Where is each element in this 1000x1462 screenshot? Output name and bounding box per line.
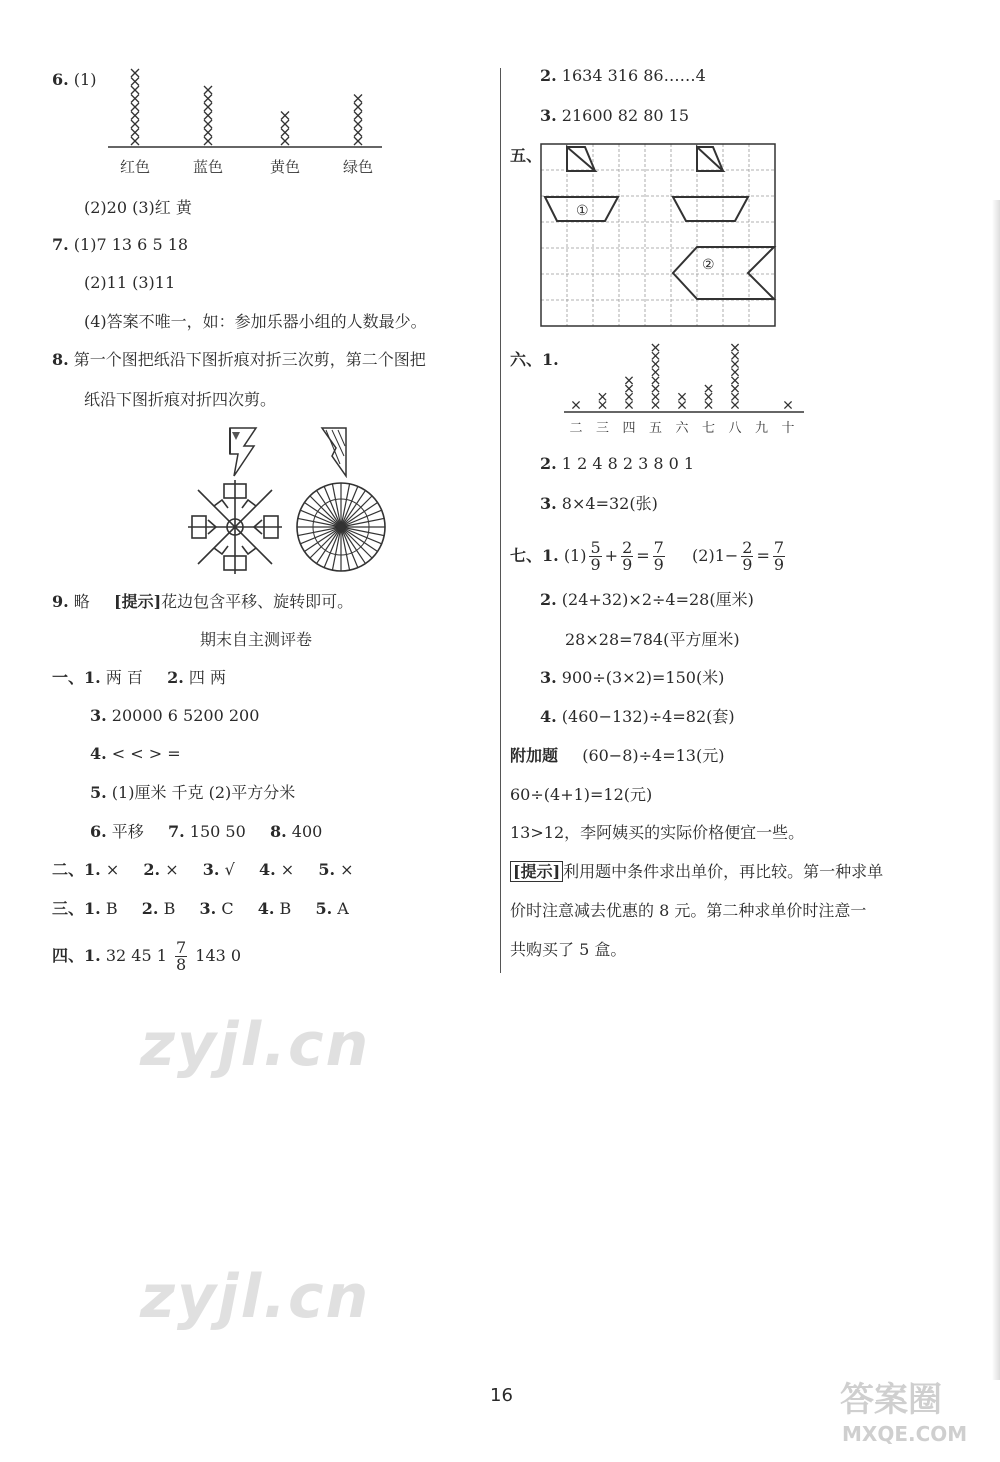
s2-5-label: 5. [318, 860, 336, 879]
q6-mark-红色-4 [131, 112, 139, 120]
s6-mark-6-1 [705, 401, 712, 408]
s6-category-2: 三 [595, 421, 610, 436]
s1-6-label: 6. [90, 822, 107, 841]
s4-line [52, 940, 241, 973]
q9-text: 略 [73, 592, 90, 611]
extra-hint-1: 利用题中条件求出单价，再比较。第一种求单 [563, 862, 884, 881]
section-title: 期末自主测评卷 [200, 630, 313, 649]
s1-answer-3: 20000 6 5200 200 [111, 706, 260, 725]
q6-part1: (1) [73, 70, 97, 89]
s3-answer-4: B [279, 899, 292, 918]
s4-answer-b: 143 0 [195, 946, 242, 965]
s6-line-3 [540, 494, 658, 514]
q6-mark-蓝色-2 [204, 129, 212, 137]
corner-logo: 答案圈 [840, 1380, 942, 1420]
s6-mark-7-7 [731, 352, 738, 359]
r3-answer: 21600 82 80 15 [561, 106, 690, 125]
q6-mark-蓝色-1 [204, 137, 212, 145]
extra-hint-tag: [提示] [510, 861, 563, 882]
fold-strip-1 [226, 426, 262, 478]
watermark-1: zyjl.cn [140, 1010, 371, 1080]
extra-hint-3: 共购买了 5 盒。 [510, 940, 627, 959]
s6-label: 六、1. [510, 350, 559, 369]
s7-line-4 [540, 707, 735, 727]
s6-category-7: 八 [728, 421, 742, 436]
s6-mark-2-2 [599, 393, 606, 400]
q6-part23: (2)20 (3)红 黄 [84, 198, 192, 217]
s6-mark-4-3 [652, 385, 659, 392]
s2-3-label: 3. [202, 860, 220, 879]
s1-2-label: 2. [167, 668, 184, 687]
q8-text-2: 纸沿下图折痕对折四次剪。 [84, 390, 277, 409]
extra-line-1 [510, 746, 724, 766]
q7-answer-2: (2)11 (3)11 [84, 273, 176, 292]
s7-1a-frac-1 [589, 540, 601, 573]
page-number: 16 [490, 1385, 513, 1406]
snowflake-pattern-2 [292, 478, 390, 576]
s6-answer-2: 1 2 4 8 2 3 8 0 1 [561, 454, 695, 473]
s4-frac-num: 7 [175, 938, 187, 957]
q9-hint: 花边包含平移、旋转即可。 [161, 592, 354, 611]
q6-mark-蓝色-6 [204, 95, 212, 103]
q7-label: 7. [52, 235, 69, 254]
s6-mark-5-2 [678, 393, 685, 400]
grid-mark-2: ② [702, 257, 715, 273]
s7-1a-f3-den: 9 [653, 555, 664, 574]
s1-line-6 [90, 822, 322, 842]
s6-category-1: 二 [569, 421, 583, 436]
q6-line [52, 70, 96, 90]
s1-answer-2: 四 两 [188, 668, 226, 687]
q6-mark-绿色-6 [354, 95, 362, 103]
s1-4-label: 4. [90, 744, 107, 763]
s7-1b-f1-den: 9 [742, 555, 753, 574]
q6-category-1: 红色 [119, 158, 151, 176]
q6-mark-红色-7 [131, 86, 139, 94]
s2-answer-4: × [280, 860, 295, 879]
q6-category-4: 绿色 [342, 158, 374, 176]
s6-mark-4-8 [652, 344, 659, 351]
s1-line-4 [90, 744, 181, 764]
s6-category-3: 四 [622, 421, 636, 436]
q9-label: 9. [52, 592, 69, 611]
s4-fraction [175, 940, 187, 973]
r3-label: 3. [540, 106, 557, 125]
s7-1a-frac-3 [653, 540, 665, 573]
extra-answer-2: 60÷(4+1)=12(元) [510, 785, 653, 804]
q6-mark-蓝色-5 [204, 103, 212, 111]
s6-pictograph [560, 340, 810, 440]
s6-mark-2-1 [599, 401, 606, 408]
s6-category-9: 十 [781, 421, 795, 436]
s7-line-1 [510, 540, 788, 573]
s7-1a-f1-num: 5 [590, 538, 601, 557]
extra-hint-line-1 [510, 862, 883, 882]
s7-1b-f1-num: 2 [742, 538, 753, 557]
s6-mark-9-1 [784, 401, 791, 408]
q6-mark-红色-6 [131, 95, 139, 103]
s1-line-5 [90, 783, 295, 803]
s2-2-label: 2. [143, 860, 161, 879]
s7-label: 七、1. [510, 546, 559, 565]
s6-mark-3-2 [625, 393, 632, 400]
s3-answer-3: C [221, 899, 234, 918]
s3-answer-2: B [163, 899, 176, 918]
q6-mark-黄色-1 [281, 137, 289, 145]
page-edge-shadow [992, 200, 1000, 1380]
s1-3-label: 3. [90, 706, 107, 725]
extra-label: 附加题 [510, 746, 559, 765]
r3-line [540, 106, 689, 126]
s2-4-label: 4. [258, 860, 276, 879]
q8-line1 [52, 350, 426, 370]
q6-mark-黄色-2 [281, 129, 289, 137]
s6-mark-4-7 [652, 352, 659, 359]
q6-mark-红色-9 [131, 69, 139, 77]
q8-label: 8. [52, 350, 69, 369]
s2-answer-1: × [105, 860, 120, 879]
s6-line-2 [540, 454, 694, 474]
s6-mark-3-4 [625, 377, 632, 384]
s2-answer-3: √ [224, 860, 235, 879]
q6-mark-红色-5 [131, 103, 139, 111]
q6-mark-绿色-2 [354, 129, 362, 137]
fold-strip-2 [318, 426, 352, 478]
r2-answer: 1634 316 86……4 [561, 66, 706, 85]
q9-line [52, 592, 353, 612]
q6-mark-黄色-4 [281, 112, 289, 120]
s7-1b-eq: = [756, 546, 770, 565]
s7-1b-f2-den: 9 [773, 555, 785, 574]
s1-7-label: 7. [168, 822, 185, 841]
s6-mark-4-5 [652, 369, 659, 376]
s6-mark-7-4 [731, 377, 738, 384]
q6-mark-绿色-5 [354, 103, 362, 111]
corner-url: MXQE.COM [842, 1422, 968, 1446]
s6-mark-7-1 [731, 401, 738, 408]
s6-category-4: 五 [648, 421, 663, 436]
s7-answer-3: 900÷(3×2)=150(米) [561, 668, 725, 687]
s2-line [52, 860, 354, 880]
extra-answer-3: 13>12，李阿姨买的实际价格便宜一些。 [510, 823, 805, 842]
s6-mark-7-6 [731, 360, 738, 367]
q6-mark-红色-1 [131, 137, 139, 145]
q6-mark-绿色-4 [354, 112, 362, 120]
q6-mark-红色-2 [131, 129, 139, 137]
extra-answer-1: (60−8)÷4=13(元) [582, 746, 725, 765]
s6-mark-5-1 [678, 401, 685, 408]
s7-1a-op: + [604, 546, 619, 565]
s6-mark-7-3 [731, 385, 738, 392]
s7-1a-f2-den: 9 [622, 555, 633, 574]
q6-mark-红色-8 [131, 78, 139, 86]
s1-line-3 [90, 706, 259, 726]
s7-line-2 [540, 590, 754, 610]
extra-hint-2: 价时注意减去优惠的 8 元。第二种求单价时注意一 [510, 901, 867, 920]
s7-1b-frac-1 [741, 540, 753, 573]
q7-answer-1: (1)7 13 6 5 18 [73, 235, 189, 254]
s6-3-label: 3. [540, 494, 557, 513]
s4-label: 四、1. [52, 946, 101, 965]
s6-mark-4-4 [652, 377, 659, 384]
s3-answer-1: B [105, 899, 118, 918]
r2-label: 2. [540, 66, 557, 85]
s6-mark-4-1 [652, 401, 659, 408]
s7-answer-4: (460−132)÷4=82(套) [561, 707, 735, 726]
q6-mark-蓝色-7 [204, 86, 212, 94]
column-divider [500, 68, 501, 973]
s6-mark-1-1 [572, 401, 579, 408]
s7-1a-f3-num: 7 [653, 538, 664, 557]
s6-mark-4-2 [652, 393, 659, 400]
s6-2-label: 2. [540, 454, 557, 473]
q6-mark-蓝色-4 [204, 112, 212, 120]
q6-mark-黄色-3 [281, 120, 289, 128]
s7-answer-2b: 28×28=784(平方厘米) [565, 630, 740, 649]
s6-category-8: 九 [754, 421, 769, 436]
q7-line1 [52, 235, 188, 255]
s6-mark-3-1 [625, 401, 632, 408]
s6-answer-3: 8×4=32(张) [561, 494, 658, 513]
s7-4-label: 4. [540, 707, 557, 726]
s6-category-5: 六 [675, 421, 689, 436]
q6-mark-蓝色-3 [204, 120, 212, 128]
s6-mark-7-8 [731, 344, 738, 351]
s7-1b-frac-2 [773, 540, 785, 573]
r2-line [540, 66, 706, 86]
q8-text-1: 第一个图把纸沿下图折痕对折三次剪，第二个图把 [73, 350, 426, 369]
s4-frac-den: 8 [175, 955, 187, 974]
s1-answer-4: < < > = [111, 744, 181, 763]
s7-1a-frac-2 [621, 540, 633, 573]
s6-mark-6-2 [705, 393, 712, 400]
s3-3-label: 3. [199, 899, 217, 918]
s1-answer-6: 平移 [111, 822, 144, 841]
s6-mark-6-3 [705, 385, 712, 392]
s1-answer-5: (1)厘米 千克 (2)平方分米 [111, 783, 296, 802]
s3-answer-5: A [337, 899, 349, 918]
q6-mark-绿色-3 [354, 120, 362, 128]
s6-mark-7-2 [731, 393, 738, 400]
s6-mark-7-5 [731, 369, 738, 376]
snowflake-pattern-1 [186, 478, 284, 576]
s7-line-3 [540, 668, 724, 688]
s1-answer-8: 400 [291, 822, 323, 841]
s3-5-label: 5. [315, 899, 333, 918]
s2-answer-5: × [340, 860, 354, 879]
s2-label: 二、1. [52, 860, 101, 879]
s6-mark-4-6 [652, 360, 659, 367]
s7-1a-prefix: (1) [563, 546, 587, 565]
s1-answer-7: 150 50 [189, 822, 246, 841]
grid-mark-1: ① [576, 203, 589, 219]
s7-1a-f2-num: 2 [622, 538, 633, 557]
s3-label: 三、1. [52, 899, 101, 918]
q9-hint-tag: [提示] [114, 592, 162, 611]
s5-label: 五、 [510, 146, 543, 165]
s7-1a-eq: = [636, 546, 650, 565]
s7-2-label: 2. [540, 590, 557, 609]
q7-answer-3: (4)答案不唯一，如：参加乐器小组的人数最少。 [84, 312, 427, 331]
s7-answer-2a: (24+32)×2÷4=28(厘米) [561, 590, 754, 609]
q6-mark-红色-3 [131, 120, 139, 128]
s6-category-6: 七 [701, 421, 716, 436]
q6-category-2: 蓝色 [192, 158, 224, 176]
s1-answer-1: 两 百 [105, 668, 143, 687]
s7-1b-prefix: (2)1− [692, 546, 739, 565]
q6-label: 6. [52, 70, 69, 89]
s6-mark-3-3 [625, 385, 632, 392]
translation-grid [540, 143, 780, 329]
s3-line [52, 899, 349, 919]
q6-category-3: 黄色 [269, 158, 301, 176]
s7-1b-f2-num: 7 [773, 538, 785, 557]
q6-pictograph [100, 62, 390, 182]
s3-4-label: 4. [257, 899, 275, 918]
s1-label: 一、1. [52, 668, 101, 687]
q6-mark-绿色-1 [354, 137, 362, 145]
s1-8-label: 8. [269, 822, 287, 841]
s2-answer-2: × [165, 860, 179, 879]
watermark-2: zyjl.cn [140, 1262, 371, 1332]
s7-3-label: 3. [540, 668, 557, 687]
s1-5-label: 5. [90, 783, 107, 802]
s1-line-1 [52, 668, 226, 688]
s4-answer-a: 32 45 1 [105, 946, 167, 965]
s7-1a-f1-den: 9 [590, 555, 601, 574]
s3-2-label: 2. [141, 899, 159, 918]
